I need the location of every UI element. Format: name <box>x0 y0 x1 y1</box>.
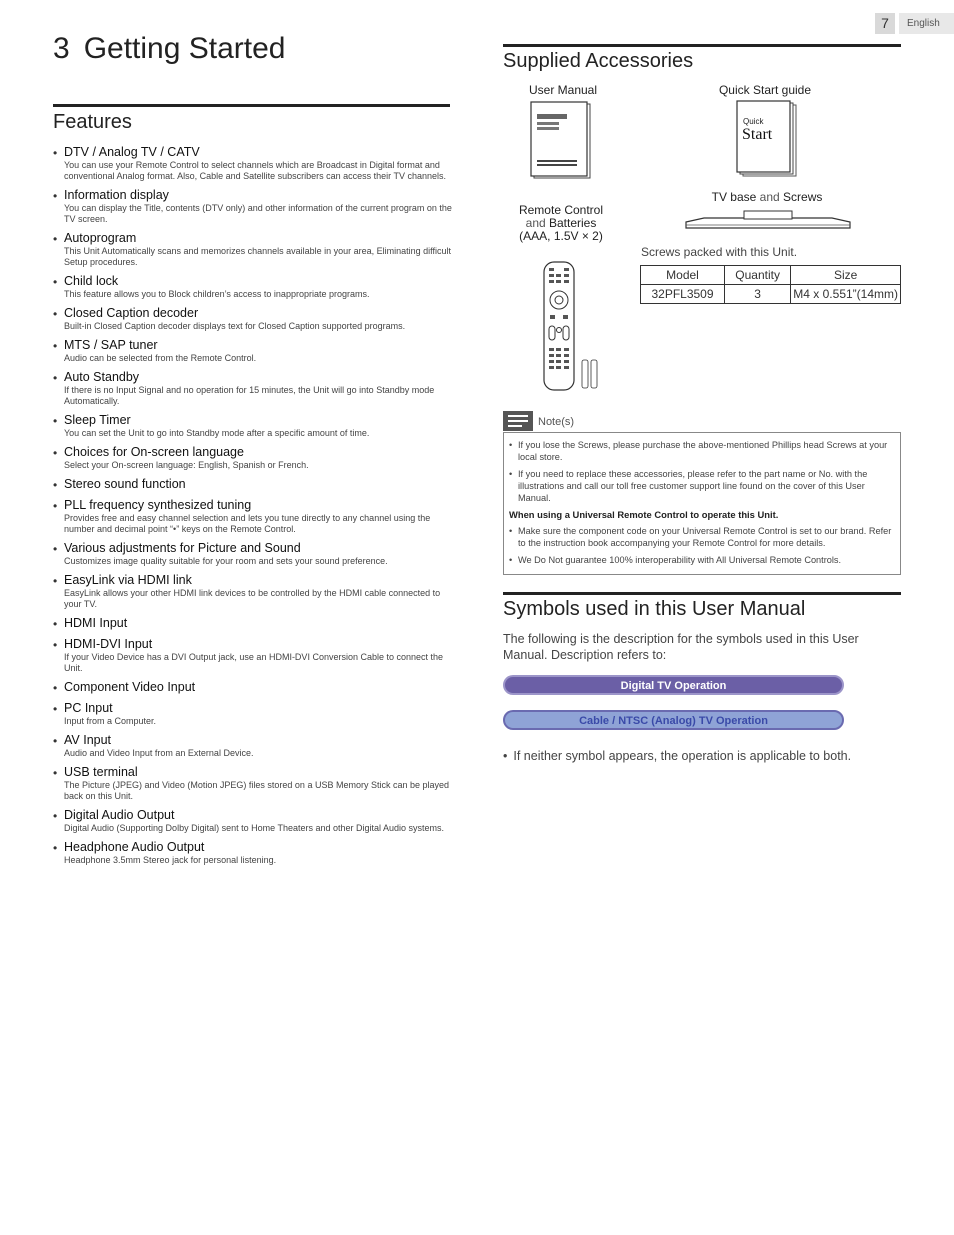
remote-label <box>503 204 619 243</box>
feature-title: Closed Caption decoder <box>64 306 199 320</box>
bullet: • <box>53 574 58 588</box>
symbols-both-note <box>503 749 851 763</box>
feature-description: Customizes image quality suitable for your room and sets your sound preference. <box>64 556 388 566</box>
features-heading: Features <box>53 111 132 133</box>
feature-title: Information display <box>64 188 169 202</box>
note-icon <box>503 411 533 431</box>
universal-remote-heading: When using a Universal Remote Control to operate this Unit. <box>509 509 779 520</box>
feature-title: Sleep Timer <box>64 413 131 427</box>
bullet: • <box>53 232 58 246</box>
note-item: • We Do Not guarantee 100% interoperability with All Universal Remote Controls. <box>509 555 842 565</box>
bullet: • <box>53 638 58 652</box>
feature-item <box>53 541 453 567</box>
bullet: • <box>53 542 58 556</box>
chapter-name: Getting Started <box>83 32 286 65</box>
tv-base-icon <box>684 208 852 232</box>
feature-title: Digital Audio Output <box>64 808 175 822</box>
feature-description: Provides free and easy channel selection and lets you tune directly to any channel using the number and decimal point “•” keys on the Remote Control. <box>64 513 431 534</box>
feature-description: Headphone 3.5mm Stereo jack for personal listening. <box>64 855 277 865</box>
feature-title: Headphone Audio Output <box>64 840 205 854</box>
feature-description: Digital Audio (Supporting Dolby Digital) sent to Home Theaters and other Digital Audio systems. <box>64 823 445 833</box>
bullet: • <box>53 809 58 823</box>
bullet: • <box>53 275 58 289</box>
tv-base-text-2: base <box>730 190 757 204</box>
remote-text-3: Batteries <box>549 216 597 230</box>
tv-base-label <box>697 190 837 204</box>
feature-item <box>53 808 453 834</box>
feature-item <box>53 145 453 182</box>
cell-quantity: 3 <box>725 285 791 304</box>
feature-item <box>53 445 453 471</box>
feature-description: Audio can be selected from the Remote Control. <box>64 353 257 363</box>
feature-item <box>53 498 453 535</box>
col-model: Model <box>641 266 725 285</box>
feature-item <box>53 637 453 674</box>
feature-description: You can display the Title, contents (DTV only) and other information of the current program on the TV screen. <box>64 203 452 224</box>
feature-description: Audio and Video Input from an External Device. <box>64 748 254 758</box>
feature-item <box>53 338 453 364</box>
bullet: • <box>53 681 58 695</box>
feature-item <box>53 188 453 225</box>
chapter-number: 3 <box>53 32 70 65</box>
features-rule <box>53 104 450 107</box>
feature-item <box>53 274 453 300</box>
feature-description: Select your On-screen language: English, Spanish or French. <box>64 460 309 470</box>
feature-item <box>53 701 453 727</box>
page-number: 7 <box>875 13 895 34</box>
bullet: • <box>53 734 58 748</box>
accessories-heading: Supplied Accessories <box>503 50 694 72</box>
note-label: Note(s) <box>538 416 575 428</box>
feature-title: Component Video Input <box>64 680 196 694</box>
bullet: • <box>53 499 58 513</box>
cell-model: 32PFL3509 <box>641 285 725 304</box>
feature-description: Built-in Closed Caption decoder displays text for Closed Caption supported programs. <box>64 321 406 331</box>
language-tab: English <box>899 13 954 34</box>
symbols-intro: The following is the description for the symbols used in this User Manual. Description refers to: <box>503 632 859 662</box>
digital-tv-symbol: Digital TV Operation <box>503 675 844 695</box>
feature-description: This Unit Automatically scans and memorizes channels available in your area, Eliminating difficult Setup procedures. <box>64 246 452 267</box>
feature-title: HDMI Input <box>64 616 128 630</box>
feature-title: Stereo sound function <box>64 477 186 491</box>
quick-cover-small: Quick <box>743 117 764 126</box>
note-box <box>503 432 901 575</box>
feature-item <box>53 477 453 492</box>
feature-item <box>53 616 453 631</box>
feature-description: If your Video Device has a DVI Output jack, use an HDMI-DVI Conversion Cable to connect the Unit. <box>64 652 444 673</box>
note-text: If you lose the Screws, please purchase the above-mentioned Phillips head Screws at your local store. <box>518 440 888 462</box>
bullet: • <box>53 766 58 780</box>
remote-text-2: and <box>525 216 549 230</box>
feature-item <box>53 733 453 759</box>
feature-item <box>53 306 453 332</box>
bullet: • <box>53 189 58 203</box>
quick-start-icon <box>736 100 796 176</box>
note-text: Make sure the component code on your Universal Remote Control is set to our brand. Refer to the instruction book accompanying your Remote Control for more details. <box>518 526 892 548</box>
remote-text-1: Remote Control <box>518 203 604 217</box>
chapter-title <box>53 32 285 66</box>
user-manual-label: User Manual <box>528 83 598 97</box>
remote-control-icon <box>540 260 604 392</box>
feature-description: EasyLink allows your other HDMI link devices to be controlled by the HDMI cable connected to your TV. <box>64 588 441 609</box>
bullet: • <box>503 749 508 763</box>
screws-table <box>640 265 901 304</box>
feature-title: Choices for On-screen language <box>64 445 244 459</box>
feature-title: MTS / SAP tuner <box>64 338 158 352</box>
bullet: • <box>53 371 58 385</box>
feature-title: DTV / Analog TV / CATV <box>64 145 200 159</box>
bullet: • <box>53 339 58 353</box>
quick-cover-big: Start <box>742 126 773 143</box>
remote-text-4: (AAA, 1.5V × 2) <box>519 229 603 243</box>
symbols-rule <box>503 592 901 595</box>
feature-title: EasyLink via HDMI link <box>64 573 192 587</box>
note-text: We Do Not guarantee 100% interoperability with All Universal Remote Controls. <box>518 555 842 565</box>
bullet: • <box>53 617 58 631</box>
feature-title: AV Input <box>64 733 112 747</box>
feature-description: This feature allows you to Block children’s access to inappropriate programs. <box>64 289 370 299</box>
cable-tv-symbol: Cable / NTSC (Analog) TV Operation <box>503 710 844 730</box>
tv-base-text-4: Screws <box>783 190 823 204</box>
screws-table-header <box>641 266 901 285</box>
feature-description: The Picture (JPEG) and Video (Motion JPEG) files stored on a USB Memory Stick can be played back on this Unit. <box>64 780 450 801</box>
tv-base-text-1: TV <box>711 190 731 204</box>
quick-start-label: Quick Start guide <box>718 83 812 97</box>
col-size: Size <box>791 266 901 285</box>
feature-item <box>53 413 453 439</box>
features-list <box>53 145 453 872</box>
screws-note: Screws packed with this Unit. <box>641 245 798 259</box>
bullet: • <box>53 414 58 428</box>
bullet: • <box>53 446 58 460</box>
feature-description: If there is no Input Signal and no operation for 15 minutes, the Unit will go into Standby mode Automatically. <box>64 385 435 406</box>
bullet: • <box>53 841 58 855</box>
note-item: • If you lose the Screws, please purchase the above-mentioned Phillips head Screws at your local store. <box>509 440 888 462</box>
feature-title: PC Input <box>64 701 113 715</box>
tv-base-text-3: and <box>756 190 784 204</box>
feature-item <box>53 231 453 268</box>
bullet: • <box>53 478 58 492</box>
feature-title: HDMI-DVI Input <box>64 637 153 651</box>
note-item: • If you need to replace these accessories, please refer to the part name or No. with the illustrations and call our toll free customer support line found on the cover of this User Manual. <box>509 469 868 503</box>
feature-title: USB terminal <box>64 765 138 779</box>
feature-title: Child lock <box>64 274 119 288</box>
feature-item <box>53 573 453 610</box>
user-manual-icon <box>528 100 592 180</box>
feature-description: You can set the Unit to go into Standby mode after a specific amount of time. <box>64 428 370 438</box>
note-text: If you need to replace these accessories, please refer to the part name or No. with the illustrations and call our toll free customer support line found on the cover of this User Manual. <box>518 469 868 503</box>
feature-title: Autoprogram <box>64 231 137 245</box>
feature-description: You can use your Remote Control to select channels which are Broadcast in Digital format and conventional Analog format. Also, Cable and Satellite subscribers can access their TV channels. <box>64 160 447 181</box>
symbols-heading: Symbols used in this User Manual <box>503 598 806 620</box>
feature-title: Various adjustments for Picture and Sound <box>64 541 301 555</box>
symbols-both-text: If neither symbol appears, the operation is applicable to both. <box>513 749 852 763</box>
col-quantity: Quantity <box>725 266 791 285</box>
feature-item <box>53 370 453 407</box>
bullet: • <box>53 702 58 716</box>
feature-item <box>53 680 453 695</box>
feature-description: Input from a Computer. <box>64 716 157 726</box>
note-item: • Make sure the component code on your Universal Remote Control is set to our brand. Refer to the instruction book accompanying your Remote Control for more details. <box>509 526 892 548</box>
feature-title: Auto Standby <box>64 370 140 384</box>
bullet: • <box>53 307 58 321</box>
table-row <box>641 285 901 304</box>
feature-item <box>53 765 453 802</box>
feature-item <box>53 840 453 866</box>
accessories-rule <box>503 44 901 47</box>
cell-size: M4 x 0.551”(14mm) <box>791 285 901 304</box>
bullet: • <box>53 146 58 160</box>
feature-title: PLL frequency synthesized tuning <box>64 498 252 512</box>
